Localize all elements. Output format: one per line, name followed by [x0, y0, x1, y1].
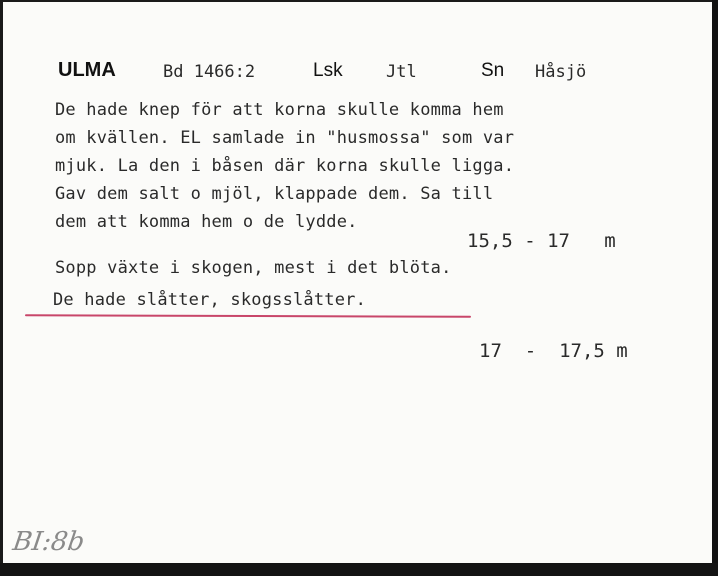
body-line: De hade knep för att korna skulle komma hem	[55, 100, 504, 120]
lsk-label: Lsk	[313, 60, 343, 81]
index-card	[3, 2, 712, 563]
handwritten-annotation: BI:8b	[10, 527, 87, 557]
body-line: Sopp växte i skogen, mest i det blöta.	[55, 258, 452, 278]
range-first: 15,5 - 17 m	[467, 230, 616, 252]
bottom-edge	[0, 563, 718, 576]
lsk-value: Jtl	[386, 62, 417, 82]
body-line: dem att komma hem o de lydde.	[55, 212, 358, 232]
range-second: 17 - 17,5 m	[479, 340, 628, 362]
body-line: mjuk. La den i båsen där korna skulle ligga.	[55, 156, 515, 176]
red-underline	[25, 314, 471, 318]
headword: ULMA	[58, 59, 116, 81]
body-line-underlined: De hade slåtter, skogsslåtter.	[53, 290, 367, 310]
card-edge	[712, 0, 718, 576]
body-line: Gav dem salt o mjöl, klappade dem. Sa till	[55, 184, 494, 204]
sn-label: Sn	[481, 60, 505, 81]
reference-number: Bd 1466:2	[163, 62, 256, 82]
sn-value: Håsjö	[535, 62, 587, 82]
body-line: om kvällen. EL samlade in "husmossa" som var	[55, 128, 515, 148]
